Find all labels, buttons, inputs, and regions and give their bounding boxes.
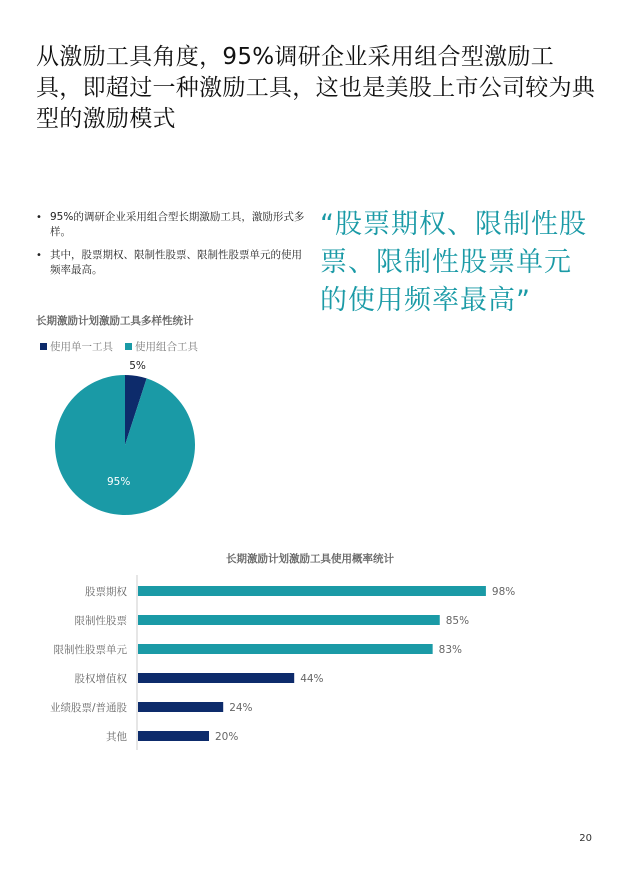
bar-category-label: 其他 — [106, 731, 127, 743]
bar-category-label: 股权增值权 — [74, 673, 127, 685]
legend-swatch — [40, 343, 47, 350]
bar — [138, 731, 209, 741]
bar — [138, 615, 440, 625]
bar-value-label: 85% — [445, 615, 470, 627]
bar-category-label: 限制性股票 — [74, 615, 127, 627]
bar — [138, 673, 294, 683]
bar-category-label: 业绩股票/普通股 — [49, 702, 127, 714]
page-number: 20 — [579, 833, 592, 844]
bullet-text: 95%的调研企业采用组合型长期激励工具，激励形式多样。 — [50, 211, 305, 238]
bar-value-label: 98% — [491, 586, 516, 598]
bullet-text: 其中，股票期权、限制性股票、限制性股票单元的使用频率最高。 — [50, 249, 302, 276]
bullet-dot-icon: • — [36, 250, 42, 261]
legend-label: 使用组合工具 — [135, 341, 198, 353]
bar-value-label: 20% — [215, 731, 239, 743]
bar — [138, 644, 433, 654]
page-title: 从激励工具角度，95%调研企业采用组合型激励工具，即超过一种激励工具，这也是美股上市公司较为典型的激励模式 — [36, 44, 596, 132]
bullet-item — [36, 248, 306, 278]
bar-category-label: 股票期权 — [85, 586, 127, 598]
bar-chart — [0, 570, 620, 760]
pie-slice-label: 5% — [129, 359, 146, 372]
bar — [138, 702, 223, 712]
bar-chart-title: 长期激励计划激励工具使用概率统计 — [226, 553, 394, 565]
legend-swatch — [125, 343, 132, 350]
pie-slice-label: 95% — [106, 476, 131, 489]
pull-quote: “股票期权、限制性股票、限制性股票单元的使用频率最高” — [320, 209, 587, 316]
bullet-dot-icon: • — [36, 212, 42, 223]
bar-category-label: 限制性股票单元 — [53, 644, 127, 656]
bullet-list — [36, 210, 306, 286]
pie-chart-title: 长期激励计划激励工具多样性统计 — [36, 315, 194, 327]
pie-slice — [55, 375, 195, 515]
bar-value-label: 83% — [438, 644, 462, 656]
legend-item-single — [40, 339, 113, 354]
bar — [138, 586, 486, 596]
pie-chart — [40, 360, 210, 530]
bullet-item — [36, 210, 306, 240]
bar-value-label: 44% — [300, 673, 324, 685]
legend-label: 使用单一工具 — [50, 341, 113, 353]
bar-value-label: 24% — [229, 702, 253, 714]
pie-legend — [40, 339, 198, 354]
legend-item-combo — [125, 339, 198, 354]
